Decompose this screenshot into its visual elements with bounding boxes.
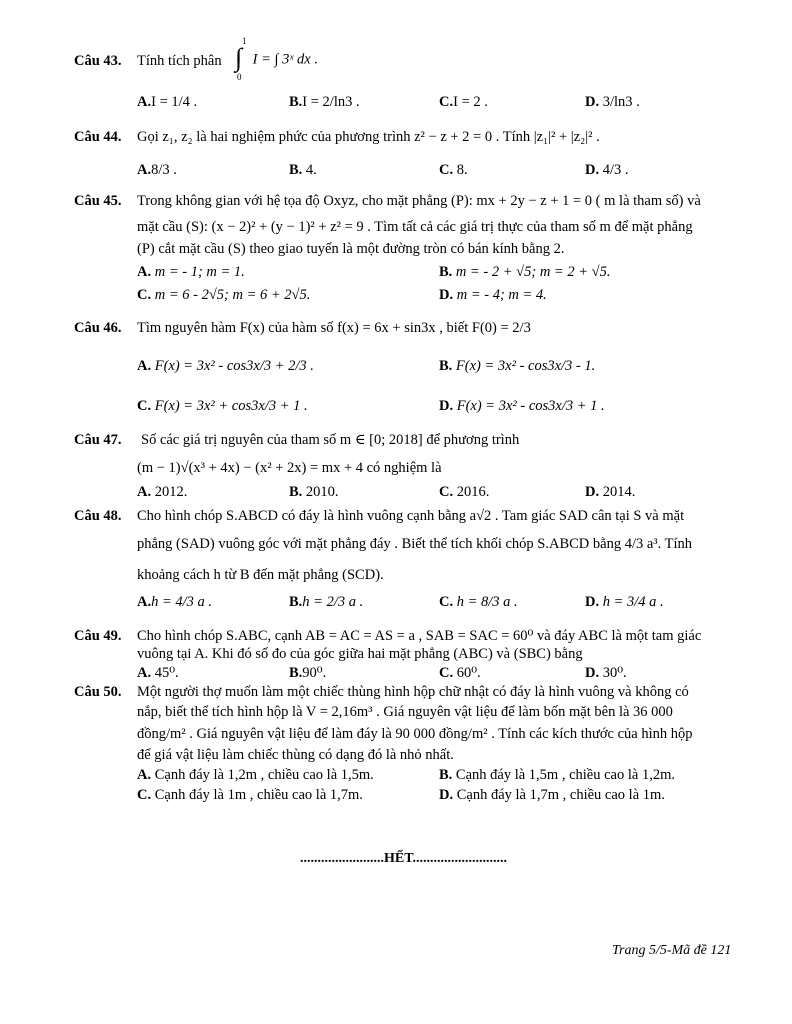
question-44 (74, 129, 752, 189)
stem-line: Tìm nguyên hàm F(x) của hàm số f(x) = 6x + sin3x , biết F(0) = 2/3 (137, 320, 531, 336)
option-d: D. 30⁰. (585, 665, 627, 681)
options (137, 787, 752, 807)
option-c: C. m = 6 - 2√5; m = 6 + 2√5. (137, 287, 311, 303)
stem-line: đồng/m² . Giá nguyên vật liệu để làm đáy là 90 000 đồng/m² . Tính các kích thước của hình hộp (137, 726, 693, 742)
option-a: A. m = - 1; m = 1. (137, 264, 245, 280)
options (137, 287, 752, 307)
stem-line: (m − 1)√(x³ + 4x) − (x² + 2x) = mx + 4 có nghiệm là (137, 460, 442, 476)
end-marker: ........................HẾT........................... (300, 851, 508, 866)
question-number: Câu 47. (74, 432, 122, 448)
stem-line: Cho hình chóp S.ABC, cạnh AB = AC = AS = a , SAB = SAC = 60⁰ và đáy ABC là một tam giác (137, 628, 702, 644)
option-d: D. 2014. (585, 484, 636, 500)
stem-line: Gọi z₁, z₂ là hai nghiệm phức của phương trình z² − z + 2 = 0 . Tính |z₁|² + |z₂|² . (137, 129, 600, 145)
option-a: A.h = 4/3 a . (137, 594, 213, 610)
question-48 (74, 508, 752, 623)
option-b: B. Cạnh đáy là 1,5m , chiều cao là 1,2m. (439, 767, 675, 783)
option-a: A. F(x) = 3x² - cos3x/3 + 2/3 . (137, 358, 314, 374)
question-number: Câu 44. (74, 129, 122, 145)
integral-sign: ∫ 1 0 (235, 36, 247, 82)
option-b: B.90⁰. (289, 665, 327, 681)
stem-prefix: Tính tích phân (137, 53, 222, 69)
page-footer: Trang 5/5-Mã đề 121 (612, 943, 732, 958)
stem-line: mặt cầu (S): (x − 2)² + (y − 1)² + z² = 9 . Tìm tất cả các giá trị thực của tham số m để mặt phẳng (137, 219, 693, 235)
question-number: Câu 50. (74, 684, 122, 700)
stem-line: nắp, biết thể tích hình hộp là V = 2,16m³ . Giá nguyên vật liệu để làm bốn mặt bên là 36 000 (137, 704, 673, 720)
options (137, 162, 752, 182)
option-c: C. Cạnh đáy là 1m , chiều cao là 1,7m. (137, 787, 363, 803)
options (137, 767, 752, 787)
stem-line: phẳng (SAD) vuông góc với mặt phẳng đáy . Biết thể tích khối chóp S.ABCD bằng 4/3 a³. Tính (137, 536, 693, 552)
option-d: D. F(x) = 3x² - cos3x/3 + 1 . (439, 398, 605, 414)
stem-line: Cho hình chóp S.ABCD có đáy là hình vuông cạnh bằng a√2 . Tam giác SAD cân tại S và mặt (137, 508, 685, 524)
question-number: Câu 46. (74, 320, 122, 336)
integral-body: I = ∫ 3ˣ dx . (252, 51, 318, 68)
option-d: D. Cạnh đáy là 1,7m , chiều cao là 1m. (439, 787, 665, 803)
option-b: B. 4. (289, 162, 317, 178)
question-49 (74, 628, 752, 683)
stem-line: vuông tại A. Khi đó số đo của góc giữa hai mặt phẳng (ABC) và (SBC) bằng (137, 646, 583, 662)
option-d: D. 3/ln3 . (585, 94, 640, 110)
option-b: B. m = - 2 + √5; m = 2 + √5. (439, 264, 611, 280)
stem-line: khoảng cách h từ B đến mặt phẳng (SCD). (137, 567, 384, 583)
options (137, 665, 752, 685)
option-b: B.I = 2/ln3 . (289, 94, 360, 110)
question-number: Câu 43. (74, 53, 122, 69)
question-47 (74, 432, 752, 502)
question-number: Câu 49. (74, 628, 122, 644)
option-d: D. h = 3/4 a . (585, 594, 664, 610)
option-a: A.8/3 . (137, 162, 177, 178)
question-number: Câu 48. (74, 508, 122, 524)
question-50 (74, 684, 752, 809)
option-c: C. h = 8/3 a . (439, 594, 518, 610)
option-a: A.I = 1/4 . (137, 94, 198, 110)
option-b: B. 2010. (289, 484, 339, 500)
options (137, 484, 752, 504)
options (137, 94, 752, 114)
stem-line: để giá vật liệu làm chiếc thùng có dạng đó là nhỏ nhất. (137, 747, 454, 763)
option-c: C. 8. (439, 162, 468, 178)
stem-line: Trong không gian với hệ tọa độ Oxyz, cho mặt phẳng (P): mx + 2y − z + 1 = 0 ( m là tham số) và (137, 193, 701, 209)
question-43 (74, 36, 752, 126)
stem-line: (P) cắt mặt cầu (S) theo giao tuyến là một đường tròn có bán kính bằng 2. (137, 241, 565, 257)
option-a: A. 2012. (137, 484, 188, 500)
option-b: B.h = 2/3 a . (289, 594, 364, 610)
option-c: C. F(x) = 3x² + cos3x/3 + 1 . (137, 398, 308, 414)
stem-line: Một người thợ muốn làm một chiếc thùng hình hộp chữ nhật có đáy là hình vuông và không có (137, 684, 689, 700)
options (137, 398, 752, 418)
stem-line: Số các giá trị nguyên của tham số m ∈ [0; 2018] để phương trình (141, 432, 520, 448)
option-c: C.I = 2 . (439, 94, 488, 110)
question-45 (74, 193, 752, 305)
integral-expression (233, 36, 318, 82)
option-a: A. 45⁰. (137, 665, 179, 681)
option-c: C. 2016. (439, 484, 490, 500)
options (137, 358, 752, 378)
options (137, 594, 752, 614)
option-c: C. 60⁰. (439, 665, 481, 681)
question-46 (74, 314, 752, 429)
option-b: B. F(x) = 3x² - cos3x/3 - 1. (439, 358, 596, 374)
option-d: D. 4/3 . (585, 162, 629, 178)
options (137, 264, 752, 284)
option-a: A. Cạnh đáy là 1,2m , chiều cao là 1,5m. (137, 767, 374, 783)
question-number: Câu 45. (74, 193, 122, 209)
option-d: D. m = - 4; m = 4. (439, 287, 547, 303)
